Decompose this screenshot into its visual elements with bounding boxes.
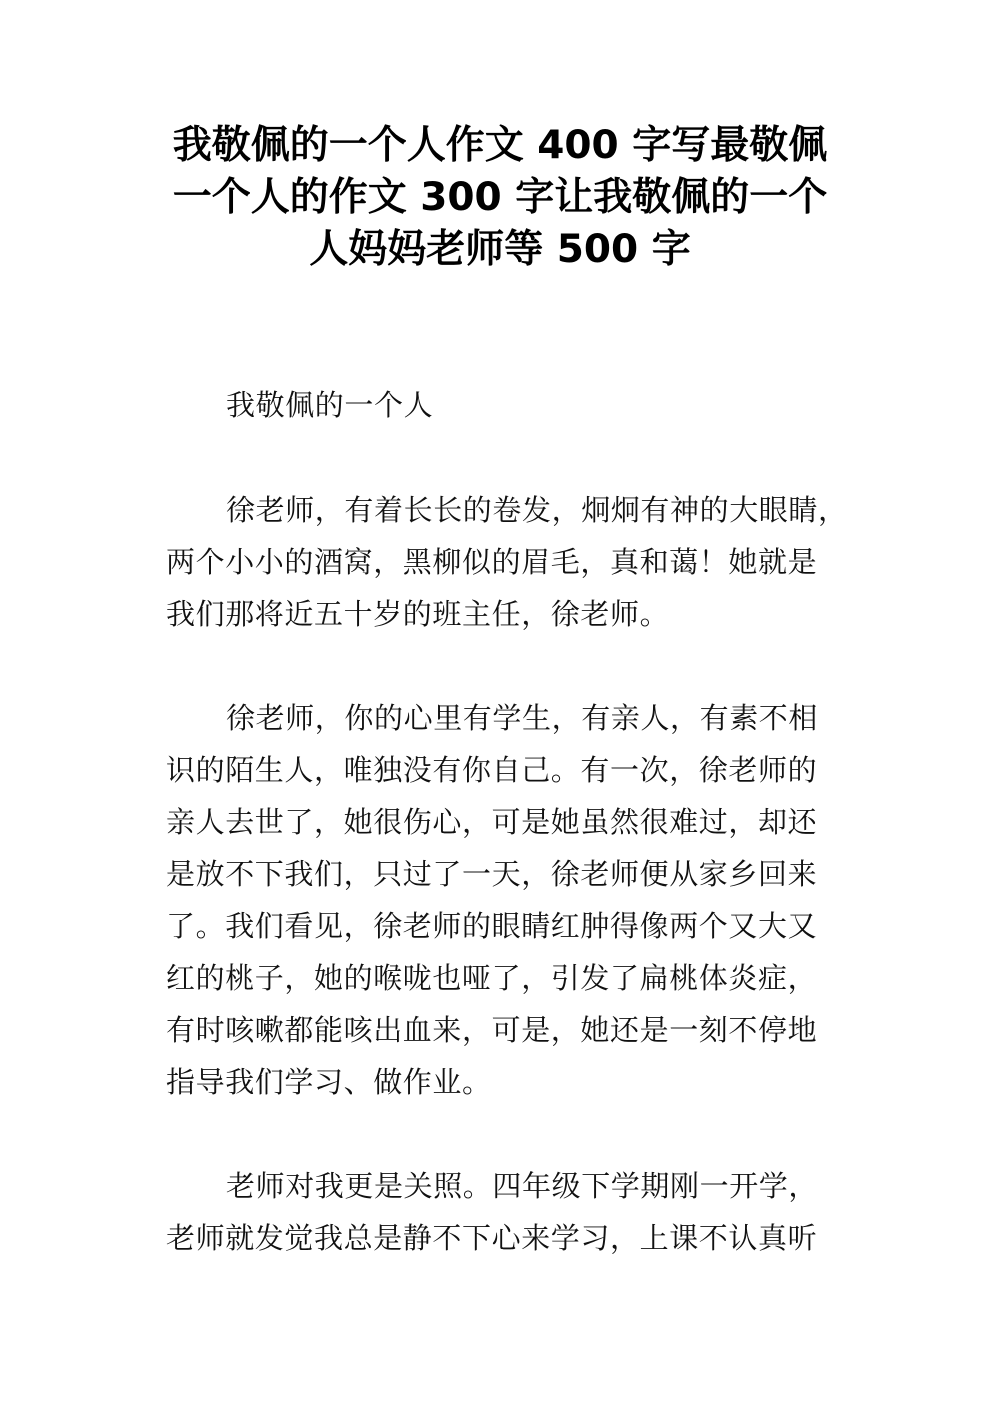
title-line: 人妈妈老师等 500 字 [309, 227, 691, 272]
document-title [150, 120, 850, 276]
paragraph-line: 徐老师，有着长长的卷发，炯炯有神的大眼睛， [226, 493, 848, 527]
paragraph-line: 徐老师，你的心里有学生，有亲人，有素不相 [226, 701, 819, 735]
paragraph-line: 亲人去世了，她很伤心，可是她虽然很难过，却还 [166, 805, 818, 839]
paragraph-line: 识的陌生人，唯独没有你自己。有一次，徐老师的 [166, 753, 818, 787]
paragraph-line: 老师就发觉我总是静不下心来学习，上课不认真听 [166, 1221, 818, 1255]
title-line: 我敬佩的一个人作文 400 字写最敬佩 [172, 123, 828, 168]
paragraph-line: 红的桃子，她的喉咙也哑了，引发了扁桃体炎症， [166, 961, 818, 995]
paragraph-3 [166, 1160, 846, 1264]
paragraph-line: 老师对我更是关照。四年级下学期刚一开学， [226, 1169, 819, 1203]
paragraph-line: 指导我们学习、做作业。 [166, 1065, 492, 1099]
paragraph-line: 是放不下我们，只过了一天，徐老师便从家乡回来 [166, 857, 818, 891]
section-heading [166, 379, 846, 431]
paragraph-line: 有时咳嗽都能咳出血来，可是，她还是一刻不停地 [166, 1013, 818, 1047]
paragraph-line: 了。我们看见，徐老师的眼睛红肿得像两个又大又 [166, 909, 818, 943]
paragraph-2 [166, 692, 846, 1108]
paragraph-1 [166, 484, 846, 640]
title-line: 一个人的作文 300 字让我敬佩的一个 [172, 175, 828, 220]
paragraph-line: 两个小小的酒窝，黑柳似的眉毛，真和蔼！她就是 [166, 545, 818, 579]
heading-text: 我敬佩的一个人 [226, 388, 434, 422]
paragraph-line: 我们那将近五十岁的班主任，徐老师。 [166, 597, 670, 631]
